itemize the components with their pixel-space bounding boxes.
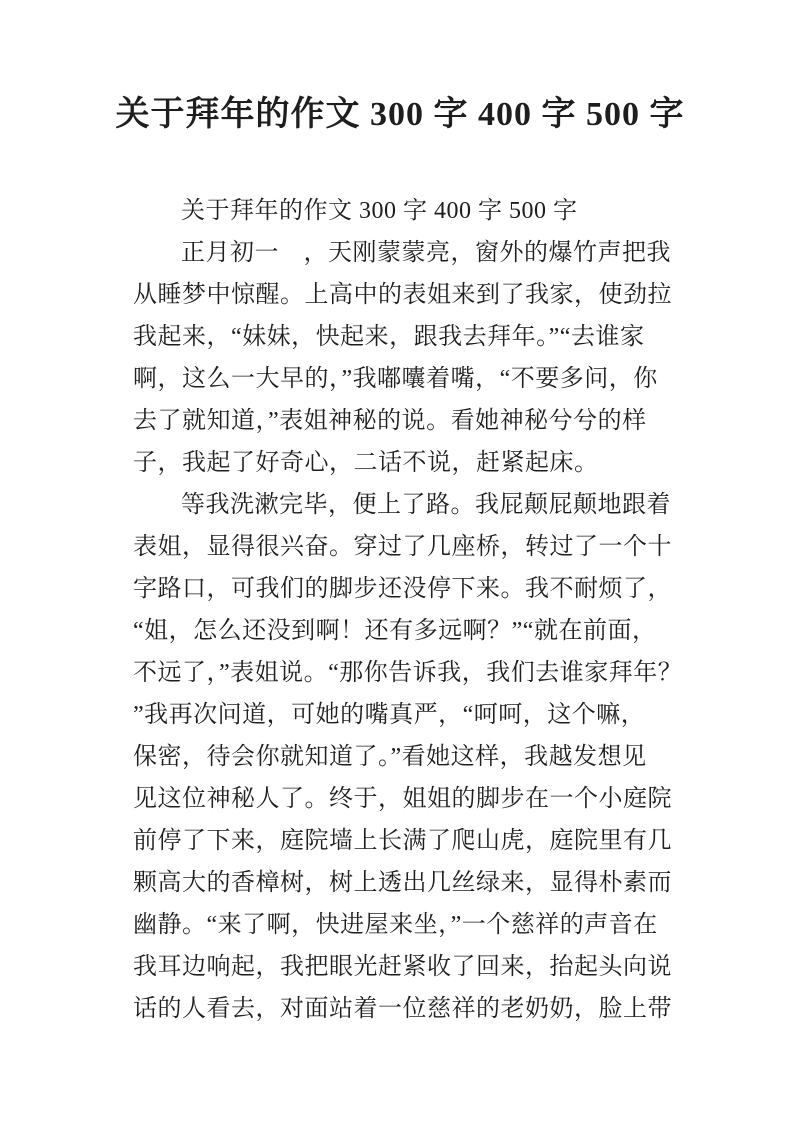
text-line: 不远了，”表姐说。“那你告诉我，我们去谁家拜年？ [133,660,683,686]
text-line: 啊，这么一大早的，”我嘟囔着嘴，“不要多问，你 [133,366,658,392]
text-line: 正月初一 ，天刚蒙蒙亮，窗外的爆竹声把我 [181,240,671,266]
text-line: 颗高大的香樟树，树上透出几丝绿来，显得朴素而 [133,870,672,896]
document-body [133,190,693,1030]
document-title: 关于拜年的作文 300 字 400 字 500 字 [115,96,685,133]
text-line: 见这位神秘人了。终于，姐姐的脚步在一个小庭院 [133,786,672,812]
text-line: 我起来，“妹妹，快起来，跟我去拜年。”“去谁家 [133,324,645,350]
text-line: 子，我起了好奇心，二话不说，赶紧起床。 [133,450,599,476]
text-line: 话的人看去，对面站着一位慈祥的老奶奶，脸上带 [133,996,672,1022]
text-line: 保密，待会你就知道了。”看她这样，我越发想见 [133,744,647,770]
text-line: 关于拜年的作文 300 字 400 字 500 字 [181,198,578,224]
text-line: 表姐，显得很兴奋。穿过了几座桥，转过了一个十 [133,534,672,560]
text-line: ”我再次问道，可她的嘴真严，“呵呵，这个嘛， [133,702,646,728]
text-line: 去了就知道，”表姐神秘的说。看她神秘兮兮的样 [133,408,647,434]
text-line: 幽静。“来了啊，快进屋来坐，”一个慈祥的声音在 [133,912,658,938]
text-line: 从睡梦中惊醒。上高中的表姐来到了我家，使劲拉 [133,282,672,308]
text-line: 等我洗漱完毕，便上了路。我屁颠屁颠地跟着 [181,492,671,518]
text-line: 字路口，可我们的脚步还没停下来。我不耐烦了， [133,576,672,602]
text-line: 前停了下来，庭院墙上长满了爬山虎，庭院里有几 [133,828,672,854]
text-line: “姐，怎么还没到啊！还有多远啊？”“就在前面， [133,618,657,644]
text-line: 我耳边响起，我把眼光赶紧收了回来，抬起头向说 [133,954,672,980]
